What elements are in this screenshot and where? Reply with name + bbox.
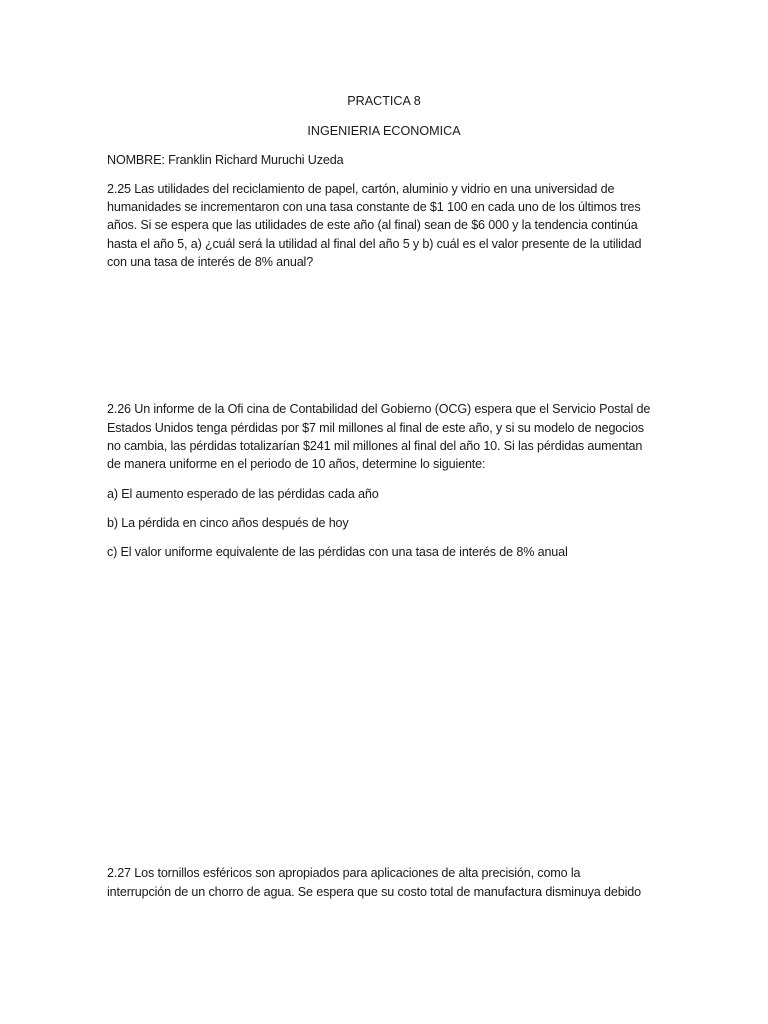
paragraph-line: interrupción de un chorro de agua. Se espera que su costo total de manufactura disminuya debido <box>107 885 641 899</box>
paragraph-line: 2.27 Los tornillos esféricos son apropiados para aplicaciones de alta precisión, como la <box>107 866 581 880</box>
paragraph-line: 2.26 Un informe de la Ofi cina de Contabilidad del Gobierno (OCG) espera que el Servicio Postal de <box>107 402 651 416</box>
paragraph-line: humanidades se incrementaron con una tasa constante de $1 100 en cada uno de los últimos tres <box>107 200 641 214</box>
paragraph-line: Estados Unidos tenga pérdidas por $7 mil millones al final de este año, y si su modelo de negocios <box>107 421 644 435</box>
paragraph-line: no cambia, las pérdidas totalizarían $241 mil millones al final del año 10. Si las pérdidas aumentan <box>107 439 643 453</box>
paragraph-line: 2.25 Las utilidades del reciclamiento de papel, cartón, aluminio y vidrio en una universidad de <box>107 182 615 196</box>
paragraph-line: con una tasa de interés de 8% anual? <box>107 255 314 269</box>
document-title: PRACTICA 8 <box>347 94 421 108</box>
student-name: NOMBRE: Franklin Richard Muruchi Uzeda <box>107 153 344 167</box>
list-item: b) La pérdida en cinco años después de hoy <box>107 516 349 530</box>
paragraph-line: hasta el año 5, a) ¿cuál será la utilidad al final del año 5 y b) cuál es el valor presente de la utilidad <box>107 237 642 251</box>
paragraph-line: años. Si se espera que las utilidades de este año (al final) sean de $6 000 y la tendencia continúa <box>107 218 638 232</box>
paragraph-line: de manera uniforme en el periodo de 10 años, determine lo siguiente: <box>107 457 486 471</box>
list-item: a) El aumento esperado de las pérdidas cada año <box>107 487 379 501</box>
document-subtitle: INGENIERIA ECONOMICA <box>307 124 461 138</box>
list-item: c) El valor uniforme equivalente de las pérdidas con una tasa de interés de 8% anual <box>107 545 568 559</box>
